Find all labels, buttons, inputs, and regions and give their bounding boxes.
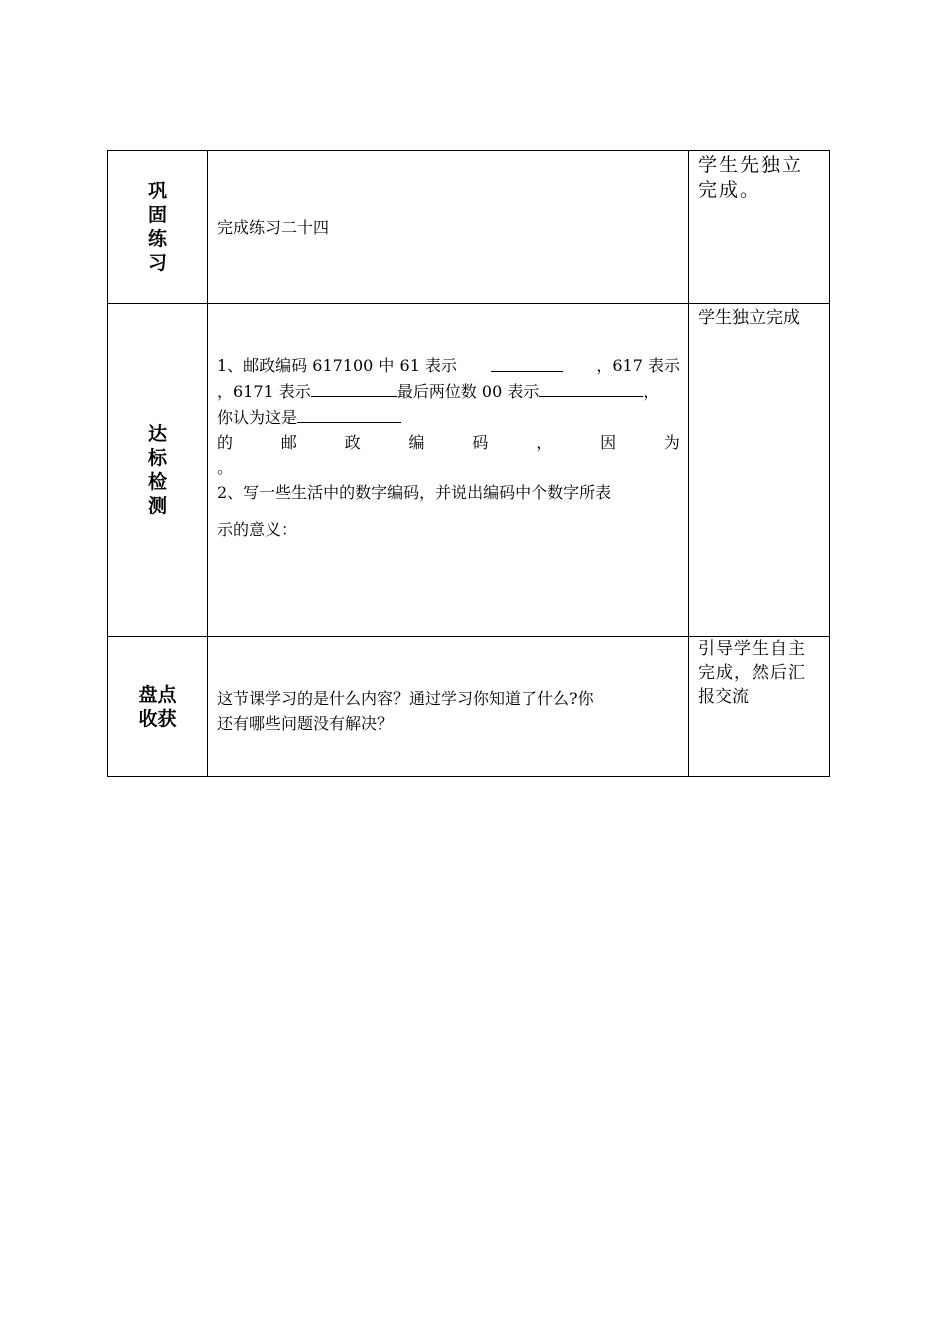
row-label-consolidation: 巩 固 练 习 (108, 151, 208, 304)
row-content-assessment (208, 304, 689, 637)
answer-blank-2 (311, 378, 397, 397)
table-row-consolidation (108, 151, 830, 304)
table-row-assessment (108, 304, 830, 637)
row-note-summary: 引导学生自主 完成，然后汇 报交流 (689, 637, 830, 777)
question-2-line-2: 示的意义： (217, 519, 298, 539)
row-label-summary: 盘点 收获 (108, 637, 208, 777)
row-content-consolidation: 完成练习二十四 (208, 151, 689, 304)
row-note-assessment: 学生独立完成 (689, 304, 830, 637)
table-row-summary (108, 637, 830, 777)
answer-blank-4 (297, 404, 401, 423)
answer-blank-3 (539, 378, 643, 397)
row-content-summary: 这节课学习的是什么内容？通过学习你知道了什么?你 还有哪些问题没有解决？ (208, 637, 689, 777)
question-1-line-1: 1、邮政编码 617100 中 61 表示 ，617 表示 (217, 353, 680, 378)
answer-blank-1 (491, 353, 563, 372)
question-1-line-2: ，6171 表示 最后两位数 00 表示 ， (217, 378, 680, 404)
row-note-consolidation: 学生先独立完成。 (689, 151, 830, 304)
question-1-line-4: 的 邮 政 编 码 ， 因 为 (217, 432, 680, 452)
question-1-line-3: 你认为这是 (217, 404, 680, 430)
row-label-assessment: 达 标 检 测 (108, 304, 208, 637)
lesson-table (107, 150, 830, 777)
question-1-end: 。 (217, 457, 234, 477)
question-2-line-1: 2、写一些生活中的数字编码，并说出编码中个数字所表 (217, 482, 612, 502)
